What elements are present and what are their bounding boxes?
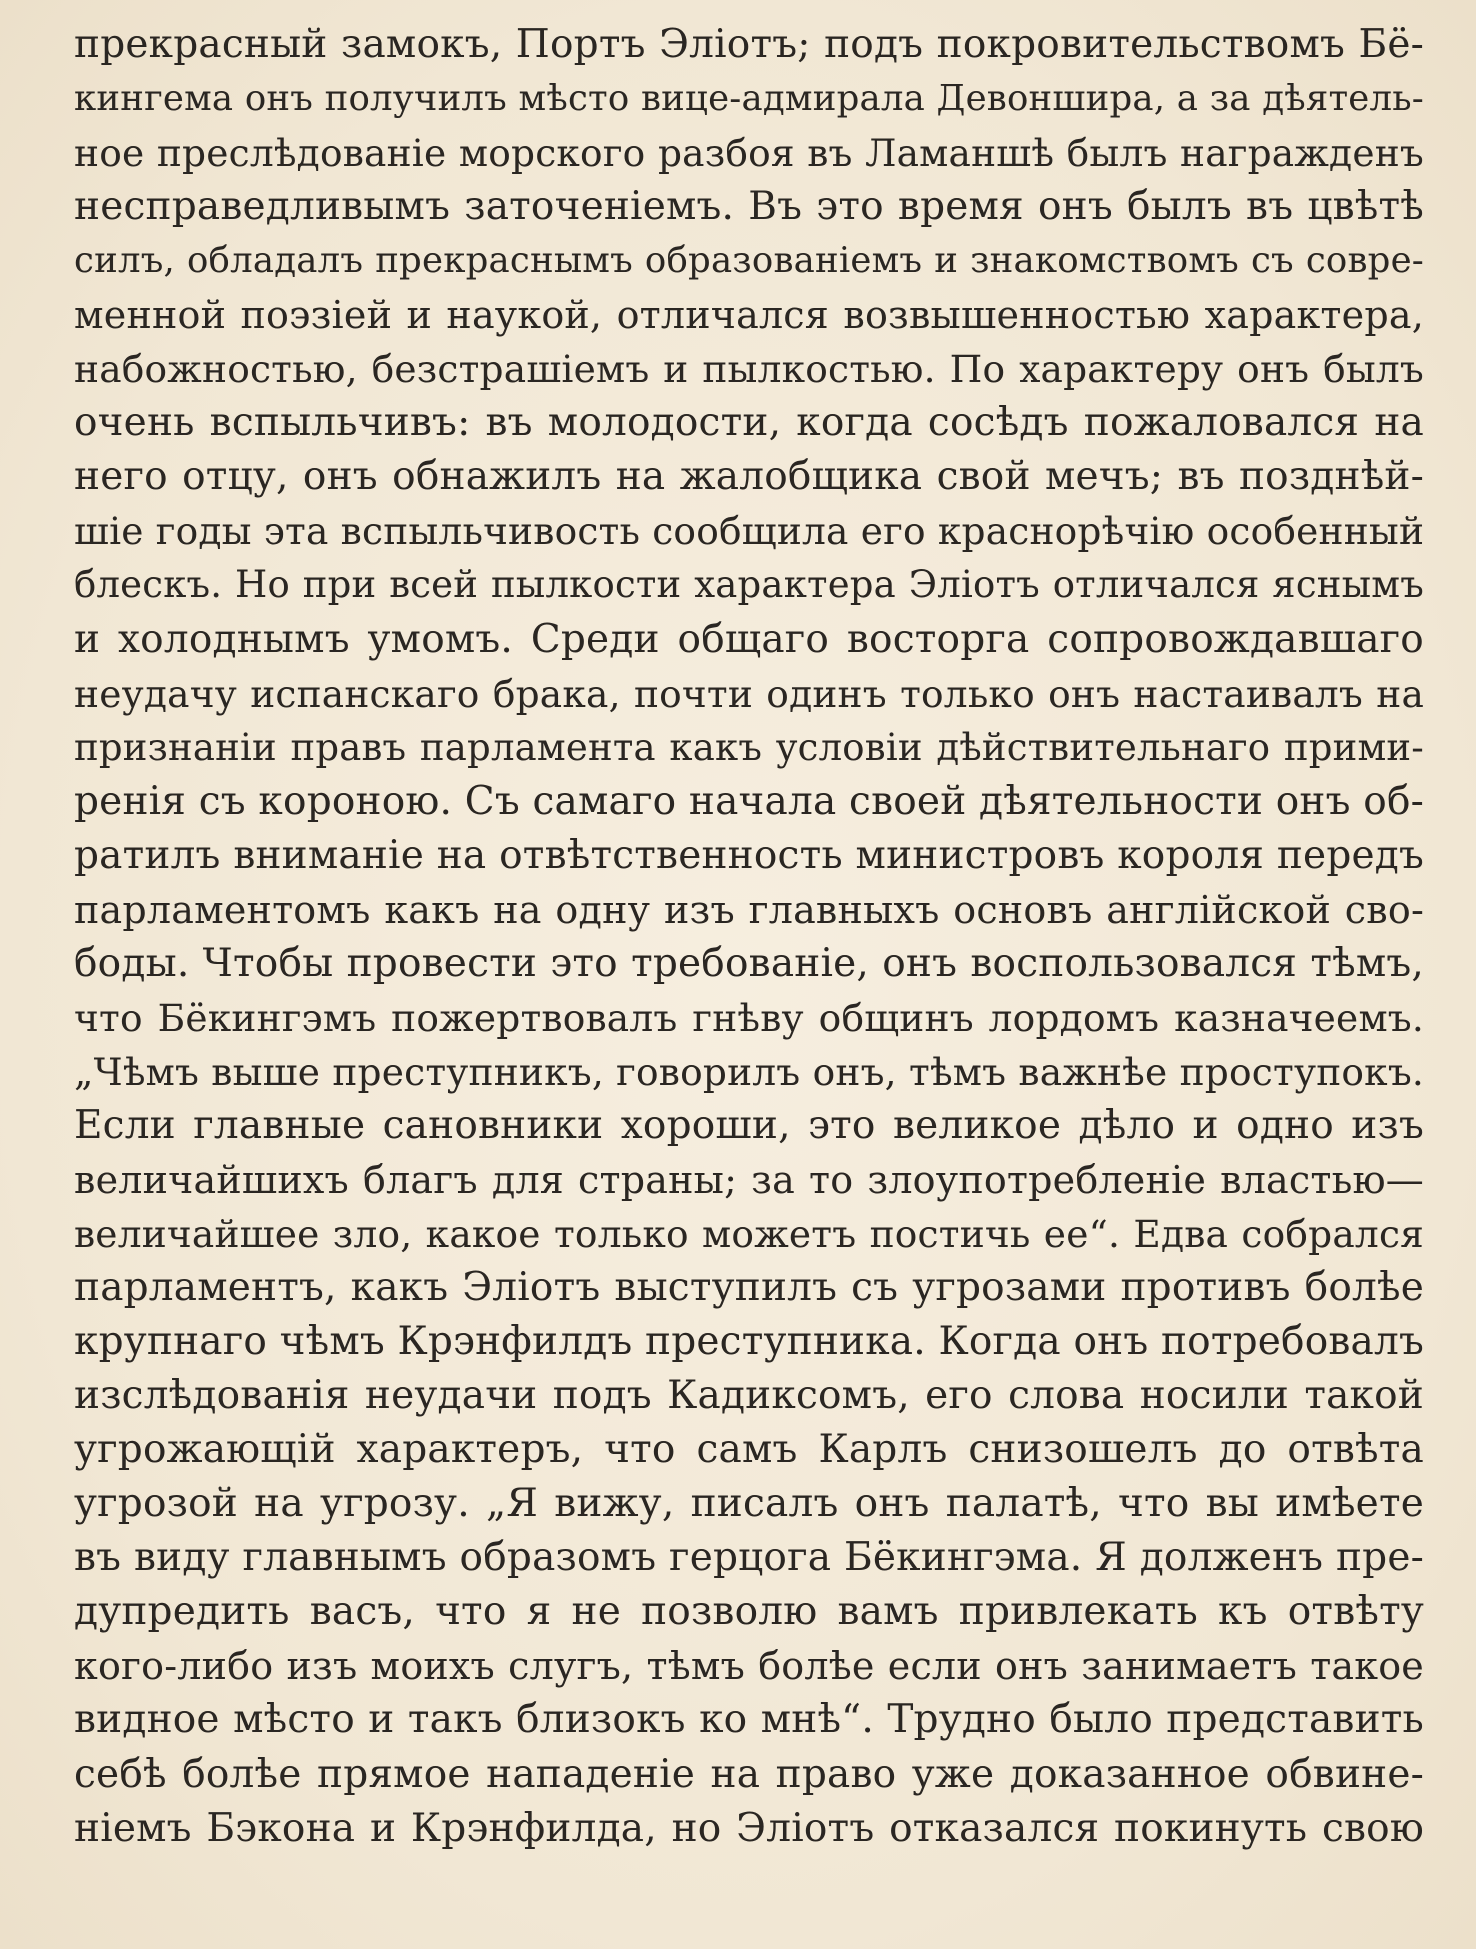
text-line: парламентомъ какъ на одну изъ главныхъ основъ англiйской сво- [74, 887, 1424, 932]
text-line: признанiи правъ парламента какъ условiи дѣйствительнаго прими- [74, 725, 1424, 769]
text-line: него отцу, онъ обнажилъ на жалобщика свой мечъ; въ позднѣй- [74, 454, 1424, 500]
text-line: набожностью, безстрашiемъ и пылкостью. По характеру онъ былъ [74, 347, 1424, 392]
text-line: Если главные сановники хороши, это великое дѣло и одно изъ [74, 1102, 1424, 1148]
text-line: кингема онъ получилъ мѣсто вице-адмирала Девоншира, а за дѣятель- [74, 78, 1424, 120]
text-line: боды. Чтобы провести это требованiе, онъ воспользовался тѣмъ, [74, 940, 1424, 986]
text-line: несправедливымъ заточенiемъ. Въ это время онъ былъ въ цвѣтѣ [74, 184, 1424, 230]
text-line: ное преслѣдованiе морского разбоя въ Ламаншѣ былъ награжденъ [74, 131, 1424, 176]
text-line: крупнаго чѣмъ Крэнфилдъ преступника. Когда онъ потребовалъ [74, 1319, 1424, 1365]
text-line: изслѣдованiя неудачи подъ Кадиксомъ, его слова носили такой [74, 1373, 1424, 1419]
text-line: ратилъ вниманiе на отвѣтственность министровъ короля передъ [74, 832, 1424, 878]
text-line: дупредить васъ, что я не позволю вамъ привлекать къ отвѣту [74, 1589, 1424, 1635]
text-line: парламентъ, какъ Элiотъ выступилъ съ угрозами противъ болѣе [74, 1265, 1424, 1311]
text-line: кого-либо изъ моихъ слугъ, тѣмъ болѣе если онъ занимаетъ такое [74, 1644, 1424, 1689]
text-line: угрожающiй характеръ, что самъ Карлъ снизошелъ до отвѣта [74, 1427, 1424, 1473]
text-line: величайшихъ благъ для страны; за то злоупотребленiе властью— [74, 1157, 1424, 1202]
text-line: въ виду главнымъ образомъ герцога Бёкингэма. Я долженъ пре- [74, 1535, 1424, 1581]
text-line: и холоднымъ умомъ. Среди общаго восторга сопровождавшаго [74, 616, 1424, 662]
text-line: величайшее зло, какое только можетъ постичь ее“. Едва собрался [74, 1212, 1424, 1257]
text-line: очень вспыльчивъ: въ молодости, когда сосѣдъ пожаловался на [74, 400, 1424, 446]
text-line: что Бёкингэмъ пожертвовалъ гнѣву общинъ лордомъ казначеемъ. [74, 995, 1424, 1040]
text-line: менной поэзiей и наукой, отличался возвышенностью характера, [74, 293, 1424, 338]
text-line: прекрасный замокъ, Портъ Элiотъ; подъ покровительствомъ Бё- [74, 22, 1424, 67]
text-line: блескъ. Но при всей пылкости характера Элiотъ отличался яснымъ [74, 563, 1424, 607]
text-line: „Чѣмъ выше преступникъ, говорилъ онъ, тѣмъ важнѣе проступокъ. [74, 1049, 1424, 1094]
text-line: видное мѣсто и такъ близокъ ко мнѣ“. Трудно было представить [74, 1697, 1424, 1743]
text-line: себѣ болѣе прямое нападенiе на право уже доказанное обвине- [74, 1751, 1424, 1797]
text-line: силъ, обладалъ прекраснымъ образованiемъ и знакомствомъ съ совре- [74, 240, 1424, 282]
text-line: ренiя съ короною. Съ самаго начала своей дѣятельности онъ об- [74, 778, 1424, 824]
text-line: нiемъ Бэкона и Крэнфилда, но Элiотъ отказался покинуть свою [74, 1805, 1424, 1851]
body-text [74, 18, 1424, 1856]
text-line: угрозой на угрозу. „Я вижу, писалъ онъ палатѣ, что вы имѣете [74, 1481, 1424, 1527]
text-line: шiе годы эта вспыльчивость сообщила его краснорѣчiю особенный [74, 509, 1425, 554]
text-line: неудачу испанскаго брака, почти одинъ только онъ настаивалъ на [74, 671, 1424, 716]
